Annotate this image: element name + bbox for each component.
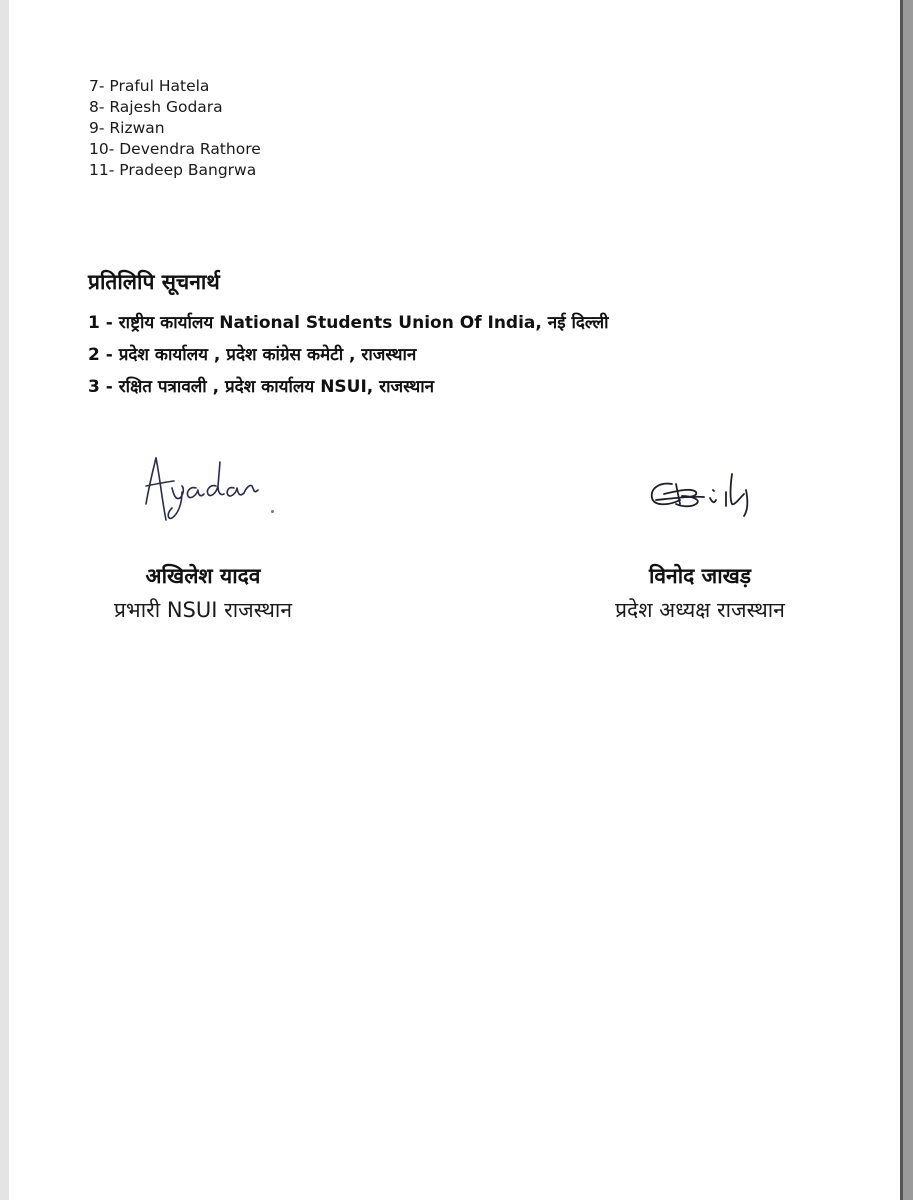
member-item: 10- Devendra Rathore: [89, 140, 261, 158]
member-item: 11- Pradeep Bangrwa: [89, 161, 257, 179]
copy-list: [88, 307, 728, 403]
signatory-right: [575, 560, 825, 628]
page-left-edge: [0, 0, 9, 1200]
signatory-name: अखिलेश यादव: [145, 564, 261, 588]
copy-heading: प्रतिलिपि सूचनार्थ: [88, 270, 220, 294]
copy-item: 3 - रक्षित पत्रावली , प्रदेश कार्यालय NSUI, राजस्थान: [88, 377, 435, 397]
member-item: 9- Rizwan: [89, 119, 165, 137]
signatory-title: प्रदेश अध्यक्ष राजस्थान: [615, 598, 785, 622]
signatory-left: [78, 560, 328, 628]
page-right-edge-shadow: [900, 0, 913, 1200]
member-list: [89, 76, 449, 181]
ink-dot: [271, 510, 274, 513]
signatory-title: प्रभारी NSUI राजस्थान: [113, 598, 292, 622]
member-item: 7- Praful Hatela: [89, 77, 210, 95]
copy-item: 1 - राष्ट्रीय कार्यालय National Students Union Of India, नई दिल्ली: [88, 313, 609, 333]
member-item: 8- Rajesh Godara: [89, 98, 223, 116]
signature-left: [142, 448, 260, 528]
signatory-name: विनोद जाखड़: [648, 564, 752, 588]
signature-right: [646, 470, 758, 520]
copy-item: 2 - प्रदेश कार्यालय , प्रदेश कांग्रेस कमेटी , राजस्थान: [88, 345, 417, 365]
